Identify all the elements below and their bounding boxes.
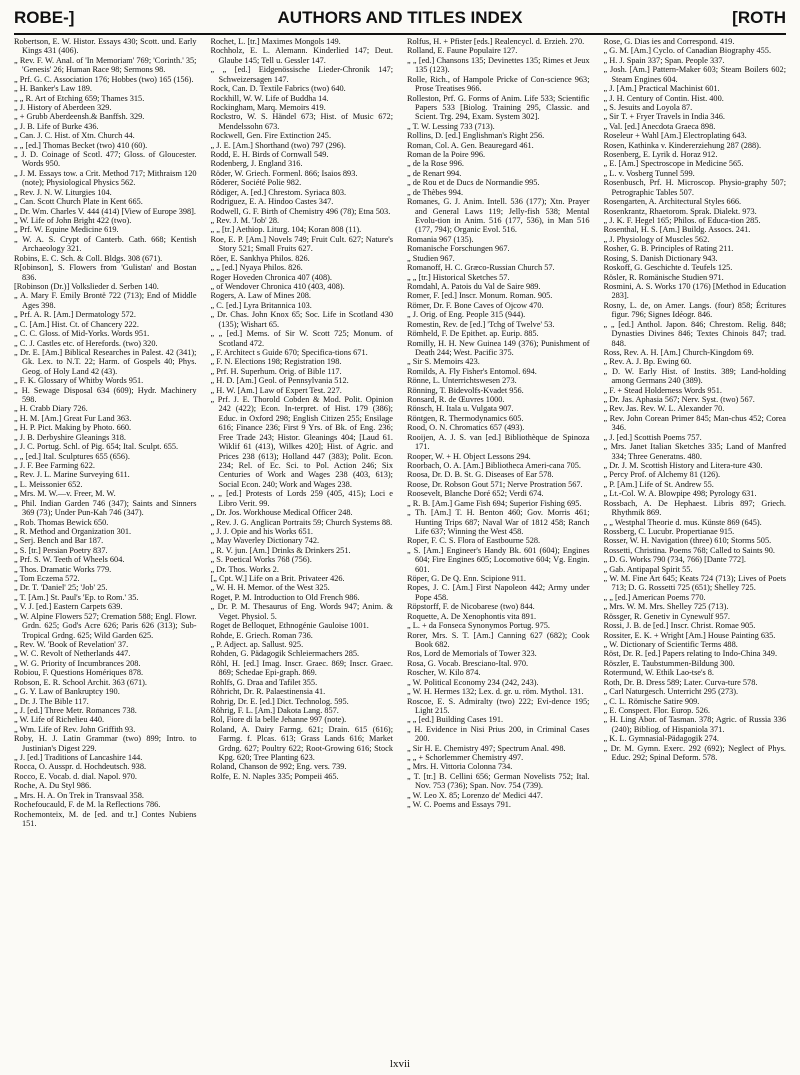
index-entry: „ J. E. [Am.] Shorthand (two) 797 (296). — [210, 140, 346, 150]
index-entry: Rodenberg, J. England 316. — [210, 159, 303, 169]
index-entry: „ J. C. Portug. Schl. of Pig. 654; Ital. Sculpt. 655. — [14, 442, 179, 452]
running-header — [14, 4, 786, 32]
index-entry: Rödiger, A. [ed.] Chrestom. Syriaca 803. — [210, 187, 347, 197]
index-entry: „ Rob. Thomas Bewick 650. — [14, 517, 109, 527]
index-entry: „ S. [Am.] Engineer's Handy Bk. 601 (604); Engines 604; Fire Engines 605; Locomotive 604; Vg. Engin. 601. — [407, 545, 590, 574]
index-entry: „ J. [ed.] Scottish Poems 757. — [603, 432, 702, 442]
index-entry: Rosa, G. Vocab. Bresciano-Ital. 970. — [407, 658, 529, 668]
index-entry: Röszler, E. Taubstummen-Bildung 300. — [603, 658, 735, 668]
index-entry: Robertson, E. W. Histor. Essays 430; Scott. und. Early Kings 431 (406). — [14, 37, 197, 56]
index-entry: „ T. W. Lessing 733 (713). — [407, 121, 495, 131]
index-entry: Röer, E. Sankhya Philos. 826. — [210, 253, 310, 263]
index-entry: „ T. [tr.] B. Cellini 656; German Novelists 752; Ital. Nov. 753 (736); Span. Nov. 754 (739). — [407, 771, 590, 791]
index-entry: „ H. Sewage Disposal 634 (609); Hydr. Machinery 598. — [14, 385, 197, 405]
index-entry: Rochefoucauld, F. de M. la Reflections 786. — [14, 800, 161, 810]
index-entry: „ Dr. Wm. Charles V. 444 (414) [View of Europe 398]. — [14, 206, 196, 216]
index-entry: „ F. Architect s Guide 670; Specifica-tions 671. — [210, 347, 368, 357]
index-entry: Rohde, E. Griech. Roman 736. — [210, 630, 313, 640]
index-entry: „ C. [Am.] Hist. Ct. of Chancery 222. — [14, 319, 139, 329]
index-entry: „ Rev. Jas. Rev. W. L. Alexander 70. — [603, 404, 725, 414]
index-entry: „ W. H. H. Memor. of the West 325. — [210, 583, 330, 593]
index-entry: „ + Grubb Aberdeensh.& Banffsh. 329. — [14, 112, 145, 122]
index-entry: Rodriguez, E. A. Hindoo Castes 347. — [210, 197, 334, 207]
index-entry: „ H. Ling Abor. of Tasman. 378; Agric. of Russia 336 (240); Bibliog. of Hispaniola 371. — [603, 715, 786, 734]
index-entry: Roget, P. M. Introduction to Old French 986. — [210, 592, 360, 602]
index-entry: „ H. Banker's Law 189. — [14, 84, 92, 94]
index-entry: „ J. H. Century of Contin. Hist. 400. — [603, 93, 724, 103]
index-entry: „ Sir H. E. Chemistry 497; Spectrum Anal. 498. — [407, 743, 566, 753]
index-entry: „ H. P. Pict. Making by Photo. 660. — [14, 423, 132, 433]
index-entry: „ W. M. Fine Art 645; Keats 724 (713); Lives of Poets 713; D. G. Rossetti 725 (651); Shelley 725. — [603, 574, 786, 593]
index-entry: Römheld, F. De Epithet. ap. Eurip. 885. — [407, 329, 539, 339]
index-entry: „ W. H. Hermes 132; Lex. d. gr. u. röm. Mythol. 131. — [407, 687, 584, 697]
header-rule — [14, 33, 786, 35]
index-entry: „ J. B. Derbyshire Gleanings 318. — [14, 432, 126, 442]
index-entry: „ W. C. Poems and Essays 791. — [407, 800, 511, 810]
index-entry: „ Prf. G. C. Association 176; Hobbes (two) 165 (156). — [14, 74, 194, 84]
index-entry: „ Serj. Bench and Bar 187. — [14, 536, 104, 546]
index-entry: Rolfe, E. N. Naples 335; Pompeii 465. — [210, 771, 339, 781]
index-entry: „ H. W. [Am.] Law of Expert Test. 227. — [210, 385, 342, 395]
index-entry: „ S. Jesuits and Loyola 87. — [603, 102, 693, 112]
index-entry: Roger Hoveden Chronica 407 (408). — [210, 272, 332, 282]
index-entry: Rooijen, A. J. S. van [ed.] Bibliothèque de Spinoza 171. — [407, 432, 590, 452]
index-entry: Roskoff, G. Geschichte d. Teufels 125. — [603, 263, 733, 273]
index-entry: Rosher, G. B. Principles of Rating 211. — [603, 244, 734, 254]
index-entry: „ W. G. Priority of Incumbrances 208. — [14, 658, 141, 668]
index-entry: „ Rev. J. N. W. Liturgies 104. — [14, 187, 112, 197]
index-entry: Ros, Lord de Memorials of Tower 323. — [407, 649, 537, 659]
index-entry: Romania 967 (135). — [407, 234, 474, 244]
index-entry: „ W. Political Economy 234 (242, 243). — [407, 677, 539, 687]
index-entry: „ „ [ed.] Mems. of Sir W. Scott 725; Monum. of Scotland 472. — [210, 329, 393, 348]
index-entry: Röhl, H. [ed.] Imag. Inscr. Graec. 869; Inscr. Graec. 869; Schedae Epi-graph. 869. — [210, 658, 393, 678]
index-entry: „ A. Mary F. Emily Brontë 722 (713); End of Middle Ages 398. — [14, 291, 197, 310]
index-entry: „ Studien 967. — [407, 253, 455, 263]
index-entry: R[obinson], S. Flowers from 'Gulistan' and Bostan 836. — [14, 263, 197, 282]
index-entry: „ L. + da Fonseca Synonymos Portug. 975. — [407, 621, 550, 631]
index-entry: „ de Thèbes 994. — [407, 187, 464, 197]
index-entry: „ Dr. P. M. Thesaurus of Eng. Words 947; Anim. & Veget. Physiol. 5. — [210, 602, 393, 621]
index-entry: „ Wm. Life of Rev. John Griffith 93. — [14, 724, 136, 734]
index-entry: Romanische Forschungen 967. — [407, 244, 510, 254]
index-entry: Roman, Col. A. Gen. Beauregard 461. — [407, 140, 534, 150]
index-entry: Roland, Chanson de 992; Eng. vers. 739. — [210, 762, 347, 772]
index-entry: „ J. Physiology of Muscles 562. — [603, 234, 710, 244]
index-entry: Rooper, W. + H. Object Lessons 294. — [407, 451, 531, 461]
index-entry: „ R. B. [Am.] Game Fish 694; Superior Fishing 695. — [407, 498, 582, 508]
index-entry: „ Val. [ed.] Anecdota Graeca 898. — [603, 121, 716, 131]
index-entry: „ S. [tr.] Persian Poetry 837. — [14, 545, 108, 555]
index-entry: Rossberg, C. Lucubr. Propertianae 915. — [603, 526, 735, 536]
index-entry: „ L. v. Vosberg Tunnel 599. — [603, 168, 695, 178]
index-entry: Rockwell, Gen. Fire Extinction 245. — [210, 131, 332, 141]
index-entry: Rosenthal, H. S. [Am.] Buildg. Assocs. 241. — [603, 225, 751, 235]
page-number: lxvii — [389, 1058, 411, 1070]
index-entry: [Robinson (Dr.)] Volkslieder d. Serben 140. — [14, 281, 159, 291]
index-entry: Rossbach, A. De Hephaest. Libris 897; Griech. Rhythmik 869. — [603, 498, 786, 518]
index-entry: „ Gab. Antipapal Spirit 55. — [603, 564, 693, 574]
index-entry: „ J. M. Essays tow. a Crit. Method 717; Mithraism 120 (note); Physiological Physics 562. — [14, 168, 197, 188]
index-entry: „ Mrs. H. A. On Trek in Transvaal 358. — [14, 790, 144, 800]
index-entry: Rocco, E. Vocab. d. dial. Napol. 970. — [14, 771, 137, 781]
index-entry: Rōderer, Société Polie 982. — [210, 178, 302, 188]
index-entry: Rodwell, G. F. Birth of Chemistry 496 (78); Etna 503. — [210, 206, 391, 216]
index-entry: „ E. Conspect. Flor. Europ. 526. — [603, 705, 710, 715]
index-entry: Roth, Dr. B. Dress 589; Later. Curva-ture 578. — [603, 677, 758, 687]
index-entry: „ Sir T. + Fryer Travels in India 346. — [603, 112, 725, 122]
index-entry: „ Rev. A. J. Bp. Ewing 60. — [603, 357, 692, 367]
index-entry: „ Sir S. Memoirs 423. — [407, 357, 480, 367]
index-entry: Rohden, G. Pädagogik Schleiermachers 285. — [210, 649, 360, 659]
index-entry: „ „ [ed.] Ital. Sculptures 655 (656). — [14, 451, 130, 461]
index-entry: Robins, E. C. Sch. & Coll. Bldgs. 308 (671). — [14, 253, 163, 263]
index-entry: „ Th. [Am.] T. H. Benton 460; Gov. Morris 461; Hunting Trips 687; Naval War of 1812 458; Ranch Life 637; Winning the West 458. — [407, 508, 590, 536]
index-entry: „ P. Adject. ap. Sallust. 925. — [210, 640, 304, 649]
index-entry: Romilly, H. H. New Guinea 149 (376); Punishment of Death 244; West. Pacific 375. — [407, 338, 590, 357]
index-entry: „ D. W. Early Hist. of Instits. 389; Land-holding among Germans 240 (389). — [603, 366, 786, 386]
index-entry: „ J. K. F. Hegel 165; Philos. of Educa-tion 285. — [603, 216, 761, 226]
index-entry: „ Can. J. C. Hist. of Xtn. Church 44. — [14, 131, 135, 141]
index-entry: „ Thos. Dramatic Works 779. — [14, 564, 112, 574]
index-entry: Rosmini, A. S. Works 170 (176) [Method in Education 283]. — [603, 281, 786, 301]
index-entry: Römer, Dr. F. Bone Caves of Ojcow 470. — [407, 300, 544, 310]
index-entry: „ J. F. Bee Farming 622. — [14, 460, 95, 470]
index-entry: Rorer, Mrs. S. T. [Am.] Canning 627 (682); Cook Book 682. — [407, 630, 590, 649]
index-columns — [14, 37, 786, 1055]
index-entry: „ C. L. Römische Satire 909. — [603, 696, 700, 706]
index-entry: Roquette, A. De Xenophontis vita 891. — [407, 611, 537, 621]
index-entry: Ross, Rev. A. H. [Am.] Church-Kingdom 69. — [603, 347, 754, 357]
index-entry: Rolfus, H. + Pfister [eds.] Realencycl. d. Erzieh. 270. — [407, 37, 585, 46]
index-entry: Rollins, D. [ed.] Englishman's Right 256. — [407, 131, 545, 141]
index-entry: „ K. L. Gymnasial-Pädagogik 274. — [603, 734, 719, 744]
index-entry: „ H. Evidence in Nisi Prius 200, in Criminal Cases 200. — [407, 724, 590, 744]
index-entry: Roose, Dr. Robson Gout 571; Nerve Prostration 567. — [407, 479, 583, 489]
index-entry: „ Rev. F. W. Anal. of 'In Memoriam' 769; 'Corinth.' 35; 'Genesis' 26; Human Race 98; Sermons 98. — [14, 55, 197, 75]
index-entry: „ F. + Stead Holderness Words 951. — [603, 385, 722, 395]
index-entry: „ Prf. H. Superhum. Orig. of Bible 117. — [210, 366, 342, 376]
index-entry: Rönsch, H. Itala u. Vulgata 907. — [407, 404, 514, 414]
index-entry: „ S. Poetical Works 768 (756). — [210, 555, 312, 565]
index-entry: Rol, Fiore di la belle Jehanne 997 (note). — [210, 715, 347, 725]
index-entry: „ Mrs. W. M. Mrs. Shelley 725 (713). — [603, 602, 729, 612]
index-entry: „ E. [Am.] Spectroscope in Medicine 565. — [603, 159, 744, 169]
index-entry: Rockhill, W. W. Life of Buddha 14. — [210, 93, 329, 103]
index-entry: Rosenkrantz, Rhaetorom. Sprak. Dialekt. 973. — [603, 206, 757, 216]
index-entry: „ D. G. Works 790 (734, 766) [Dante 772]. — [603, 555, 747, 565]
index-entry: „ Dr. Thos. Works 2. — [210, 564, 279, 574]
index-entry: „ „ [ed.] American Poems 770. — [603, 592, 706, 602]
index-entry: „ Rev. J. L. Marine Surveying 611. — [14, 470, 130, 480]
index-entry: Rosengarten, A. Architectural Styles 666. — [603, 197, 742, 207]
index-entry: Ropes, J. C. [Am.] First Napoleon 442; Army under Pope 458. — [407, 583, 590, 602]
index-entry: „ „ R. Art of Etching 659; Thames 315. — [14, 93, 145, 103]
index-column-2 — [211, 37, 394, 1055]
index-entry: Rood, O. N. Chromatics 657 (493). — [407, 423, 525, 433]
index-entry: „ „ [ed.] Building Cases 191. — [407, 715, 504, 725]
index-entry: „ Carl Naturgesch. Unterricht 295 (273). — [603, 687, 739, 697]
index-entry: „ H. D. [Am.] Geol. of Pennsylvania 512. — [210, 376, 349, 386]
index-entry: „ „ [ed.] Chansons 135; Devinettes 135; Rimes et Jeux 135 (123). — [407, 55, 590, 75]
index-entry: „ Dr. Jos. Workhouse Medical Officer 248. — [210, 508, 353, 518]
index-entry: „ G. Y. Law of Bankruptcy 190. — [14, 687, 120, 697]
index-entry: Röper, G. De Q. Enn. Scipione 911. — [407, 574, 526, 584]
index-entry: „ H. J. Spain 337; Span. People 337. — [603, 55, 725, 65]
index-entry: Rockingham, Marq. Memoirs 419. — [210, 102, 326, 112]
index-entry: „ „ [ed.] Thomas Becket (two) 410 (60). — [14, 140, 148, 150]
index-entry: Roosa, Dr. D. B. St. G. Diseases of Ear 578. — [407, 470, 554, 480]
index-entry: Rohlfs, G. Draa and Tafilet 355. — [210, 677, 318, 687]
index-entry: „ May Waverley Dictionary 742. — [210, 536, 320, 546]
index-entry: „ „ [ed.] Nyaya Philos. 826. — [210, 263, 303, 273]
index-entry: Roe, E. P. [Am.] Novels 749; Fruit Cult. 627; Nature's Story 521; Small Fruits 627. — [210, 234, 393, 254]
index-entry: „ J. B. Life of Burke 436. — [14, 121, 99, 131]
index-entry: „ J. [Am.] Practical Machinist 601. — [603, 84, 720, 94]
index-entry: Rosser, W. H. Navigation (three) 610; Storms 505. — [603, 536, 772, 546]
index-entry: „ Dr. Jas. Aphasia 567; Nerv. Syst. (two) 567. — [603, 395, 755, 405]
index-entry: Roosevelt, Blanche Doré 652; Verdi 674. — [407, 489, 544, 499]
index-entry: „ Prf. A. R. [Am.] Dermatology 572. — [14, 310, 136, 320]
index-entry: Röntgen, R. Thermodynamics 605. — [407, 413, 524, 423]
index-entry: Rolle, Rich., of Hampole Pricke of Con-science 963; Prose Treatises 966. — [407, 74, 590, 94]
index-entry: „ J. [ed.] Traditions of Lancashire 144. — [14, 753, 143, 763]
index-entry: Romdahl, A. Patois du Val de Saire 989. — [407, 281, 541, 291]
index-entry: „ J. D. Coinage of Scotl. 477; Gloss. of Gloucester. Words 950. — [14, 150, 197, 169]
index-entry: Rohrig, Dr. E. [ed.] Dict. Technolog. 595. — [210, 696, 349, 706]
index-entry: „ R. Method and Organization 301. — [14, 526, 132, 536]
index-entry: „ C. J. Castles etc. of Herefords. (two) 320. — [14, 338, 158, 348]
index-entry: Rochholz, E. L. Alemann. Kinderlied 147; Deut. Glaube 145; Tell u. Gessler 147. — [210, 46, 393, 65]
index-entry: „ Dr. E. [Am.] Biblical Researches in Palest. 42 (341); Gk. Lex. to N.T. 22; Harm. of Gospels 40; Phys. Geog. of Holy Land 42 (43). — [14, 347, 197, 376]
index-entry: „ C. C. Gloss. of Mid-Yorks. Words 951. — [14, 329, 150, 339]
index-entry: „ W. A. S. Crypt of Canterb. Cath. 668; Kentish Archaeology 321. — [14, 234, 197, 254]
index-entry: „ Can. Scott Church Plate in Kent 665. — [14, 197, 143, 207]
index-entry: Romilds, A. Fly Fisher's Entomol. 694. — [407, 366, 537, 376]
index-entry: „ Rev. John Corean Primer 845; Man-chus 452; Corea 346. — [603, 413, 786, 433]
index-entry: Rodd, E. H. Birds of Cornwall 549. — [210, 150, 329, 160]
index-entry: „ J. J. Opie and his Works 651. — [210, 526, 313, 536]
index-entry: „ Mrs. H. Vittoria Colonna 734. — [407, 762, 513, 772]
index-entry: Rochemonteix, M. de [ed. and tr.] Contes Nubiens 151. — [14, 809, 197, 829]
index-entry: Röder, W. Griech. Formenl. 866; Isaios 893. — [210, 168, 358, 178]
index-entry: „ J. History of Aberdeen 329. — [14, 102, 112, 112]
index-entry: „ Rev. J. G. Anglican Portraits 59; Church Systems 88. — [210, 517, 393, 527]
index-entry: „ R. V. jun. [Am.] Drinks & Drinkers 251. — [210, 545, 351, 555]
index-column-3 — [407, 37, 590, 1055]
index-entry: „ V. J. [ed.] Eastern Carpets 639. — [14, 602, 123, 612]
index-entry: Röhrig, F. L. [Am.] Dakota Lang. 857. — [210, 705, 339, 715]
index-entry: „ Mrs. M. W.—v. Freer, M. W. — [14, 489, 116, 499]
index-entry: Rose, G. Dias ies and Correspond. 419. — [603, 37, 735, 46]
index-entry: „ G. M. [Am.] Cyclo. of Canadian Biography 455. — [603, 46, 772, 56]
index-entry: Romanoff, H. C. Græco-Russian Church 57. — [407, 263, 555, 273]
index-entry: „ „ Westphal Theorie d. mus. Künste 869 (645). — [603, 517, 762, 527]
index-entry: „ Dr. Chas. John Knox 65; Soc. Life in Scotland 430 (135); Wishart 65. — [210, 310, 393, 329]
index-entry: Rösler, R. Romänische Studien 971. — [603, 272, 724, 282]
index-entry: Rochet, L. [tr.] Maximes Mongols 149. — [210, 37, 341, 46]
index-entry: Rosing, S. Danish Dictionary 943. — [603, 253, 718, 263]
index-entry: „ „ [ed.] Protests of Lords 259 (405, 415); Loci e Libro Verit. 99. — [210, 489, 393, 508]
index-entry: „ Dr. J. The Bible 117. — [14, 696, 89, 706]
index-entry: Roland, A. Dairy Farmg. 621; Drain. 615 (616); Farmg. f. Plcas. 613; Grass Lands 616; Market Grdng. 627; Poultry 622; Root-Growing 616; Stock Kpg. 620; Tree Planting 623. — [210, 724, 393, 763]
index-entry: Roman de la Poire 996. — [407, 150, 486, 160]
index-entry: Rossi, J. B. de [ed.] Inscr. Christ. Romae 905. — [603, 621, 756, 631]
index-entry: Rosenbusch, Prf. H. Microscop. Physio-graphy 507; Petrographic Tables 507. — [603, 178, 786, 197]
index-entry: „ P. [Am.] Life of St. Andrew 55. — [603, 479, 714, 489]
index-entry: „ Dr. M. Gymn. Exerc. 292 (692); Neglect of Phys. Educ. 292; Spinal Deform. 578. — [603, 743, 786, 763]
index-entry: Ronsard, R. de Œuvres 1000. — [407, 395, 505, 405]
index-entry: Roscoe, E. S. Admiralty (two) 222; Evi-dence 195; Light 215. — [407, 696, 590, 715]
index-entry: Rönning, T. Bidevolfs-Kvadet 956. — [407, 385, 524, 395]
index-entry: „ de Renart 994. — [407, 168, 462, 178]
index-entry: Rossiter, E. K. + Wright [Am.] House Painting 635. — [603, 630, 776, 640]
index-entry: Rotermund, W. Ethik Lao-tse's 8. — [603, 668, 714, 678]
index-entry: „ L. Meissonier 652. — [14, 479, 83, 489]
index-entry: Rockstro, W. S. Händel 673; Hist. of Music 672; Mendelssohn 673. — [210, 112, 393, 131]
index-entry: „ Rev. W. 'Book of Revelation' 37. — [14, 640, 129, 649]
header-left-guideword: ROBE-] — [14, 8, 75, 27]
index-entry: „ W. Life of Richelieu 440. — [14, 715, 105, 725]
index-entry: „ H. M. [Am.] Great Fur Land 363. — [14, 413, 132, 423]
index-entry: „ W. Life of John Bright 422 (two). — [14, 216, 132, 226]
index-entry: „ W. Alpine Flowers 527; Cremation 588; Engl. Flowr. Grdn. 625; God's Acre 626; Paris 626 (313); Sub-Tropical Grdng. 625; Wild Garden 625. — [14, 611, 197, 640]
index-entry: Robiou, F. Questions Homériques 878. — [14, 668, 144, 678]
index-entry: „ „ + Schorlemmer Chemistry 497. — [407, 753, 524, 763]
index-entry: Rocca, O. Ausspr. d. Hochdeutsch. 938. — [14, 762, 147, 772]
index-entry: Roorbach, O. A. [Am.] Bibliotheca Ameri-cana 705. — [407, 460, 581, 470]
index-entry: „ Dr. T. 'Daniel' 25; 'Job' 25. — [14, 583, 108, 593]
index-entry: „ J. [ed.] Three Metr. Romances 738. — [14, 705, 137, 715]
index-entry: „ Rev. J. M. 'Job' 28. — [210, 216, 280, 226]
index-entry: „ Prf. W. Equine Medicine 619. — [14, 225, 119, 235]
index-entry: „ C. [ed.] Lyra Britannica 103. — [210, 300, 312, 310]
index-entry: Roche, A. Du Styl 986. — [14, 781, 92, 791]
index-column-1 — [14, 37, 197, 1055]
index-entry: Rossetti, Christina. Poems 768; Called to Saints 90. — [603, 545, 775, 555]
index-entry: „ „ [ed.] Anthol. Japon. 846; Chrestom. Relig. 848; Dynasties Divines 846; Textes Chinois 847; trad. 848. — [603, 319, 786, 348]
index-entry: Rosny, L. de, on Amer. Langs. (four) 858; Écritures figur. 796; Signes Idéogr. 846. — [603, 300, 786, 320]
index-entry: „ of Wendover Chronica 410 (403, 408). — [210, 281, 345, 291]
index-entry: Rössger, R. Genetiv in Cynewulf 957. — [603, 611, 730, 621]
index-entry: Rock, Can. D. Textile Fabrics (two) 640. — [210, 84, 346, 94]
index-entry: Romer, F. [ed.] Inscr. Monum. Roman. 905. — [407, 291, 553, 301]
index-entry: Roget de Belloquet, Ethnogénie Gauloise 1001. — [210, 621, 369, 631]
index-entry: Röst, Dr. R. [ed.] Papers relating to Indo-China 349. — [603, 649, 778, 659]
header-title: AUTHORS AND TITLES INDEX — [277, 8, 523, 27]
index-entry: „ Percy Prof. of Alchemy 81 (126). — [603, 470, 721, 480]
index-entry: „ W. Leo X. 85; Lorenzo de' Medici 447. — [407, 790, 543, 800]
index-entry: „ „ [tr.] Aethiop. Liturg. 104; Koran 808 (11). — [210, 225, 362, 235]
index-entry: Roby, H. J. Latin Grammar (two) 899; Intro. to Justinian's Digest 229. — [14, 734, 197, 753]
index-entry: Roper, F. C. S. Flora of Eastbourne 528. — [407, 536, 541, 546]
index-entry: „ „ [ed.] Eidgenössische Lieder-Chronik 147; Schweizersagen 147. — [210, 65, 393, 84]
index-entry: „ Prf. S. W. Teeth of Wheels 604. — [14, 555, 125, 565]
index-entry: Rönne, L. Unterrichtswesen 273. — [407, 376, 517, 386]
index-entry: „ F. K. Glossary of Whitby Words 951. — [14, 376, 144, 386]
index-entry: Röhricht, Dr. R. Palaestinensia 41. — [210, 687, 326, 697]
index-entry: „ Phil. Indian Garden 746 (347); Saints and Sinners 369 (73); Under Pun-Kah 746 (347). — [14, 498, 197, 518]
index-entry: „ T. [Am.] St. Paul's 'Ep. to Rom.' 35. — [14, 592, 139, 602]
index-entry: Robson, E. R. School Archit. 363 (671). — [14, 677, 147, 687]
index-entry: „ Tom Eczema 572. — [14, 574, 80, 584]
index-entry: „ W. C. Revolt of Netherlands 447. — [14, 649, 131, 659]
index-entry: „ Mrs. Janet Italian Sketches 335; Land of Manfred 334; Three Generatns. 480. — [603, 442, 786, 461]
index-column-4 — [604, 37, 787, 1055]
index-entry: Roscher, W. Kilo 874. — [407, 668, 481, 678]
index-entry: Rosenberg, E. Lyrik d. Horaz 912. — [603, 150, 718, 160]
index-entry: „ W. Dictionary of Scientific Terms 488. — [603, 640, 738, 649]
index-entry: [„ Cpt. W.] Life on a Brit. Privateer 426. — [210, 574, 345, 584]
index-entry: „ de la Rose 996. — [407, 159, 464, 169]
index-entry: „ H. Crabb Diary 726. — [14, 404, 88, 414]
index-entry: „ Dr. J. M. Scottish History and Litera-ture 430. — [603, 460, 763, 470]
index-entry: „ de Rou et de Ducs de Normandie 995. — [407, 178, 540, 188]
index-entry: Rolleston, Prf. G. Forms of Anim. Life 533; Scientific Papers 533 [Biolog. Training 295, Classic. and Scient. Trg. 294, Exam. System 302]. — [407, 93, 590, 122]
index-entry: Rolland, E. Faune Populaire 127. — [407, 46, 518, 56]
index-entry: Romanes, G. J. Anim. Intell. 536 (177); Xtn. Prayer and General Laws 119; Jelly-fish 538; Mental Evolu-tion in Anim. 516 (177, 536), in Man 516 (177, 794); Organic Evol. 516. — [407, 197, 590, 235]
index-entry: „ J. Orig. of Eng. People 315 (944). — [407, 310, 526, 320]
index-entry: „ „ [tr.] Historical Sketches 57. — [407, 272, 510, 282]
index-entry: „ Lt.-Col. W. A. Blowpipe 498; Pyrology 631. — [603, 489, 757, 499]
index-entry: Roseleur + Wahl [Am.] Electroplating 643. — [603, 131, 747, 141]
index-entry: Romestin, Rev. de [ed.] 'Tchg of Twelve' 53. — [407, 319, 555, 329]
index-entry: Rosen, Kathinka v. Kindererziehung 287 (288). — [603, 140, 762, 150]
index-entry: „ Prf. J. E. Thorold Cobden & Mod. Polit. Opinion 242 (422); Econ. In-terpret. of Hist. 179 (386); Educ. in Oxford 298; English Citizen 255; Ensilage 616; Finance 236; First 9 Yrs. of Bk. of Eng. 236; Free Trade 243; Histor. Gleanings 404; [Laud 61. Wiklif 61 (413), Wilkes 420]; Hist. of Agric. and Prices 238 (613); Holland 447 (383); Polit. Econ. 234; Rel. of Ec. Sci. to Pol. Action 246; Six Centuries of Work and Wages 238 (403, 613); Social Econ. 240; Work and Wages 238. — [210, 395, 393, 489]
index-entry: „ Josh. [Am.] Pattern-Maker 603; Steam Boilers 602; Steam Engines 604. — [603, 65, 786, 84]
index-entry: Rogers, A. Law of Mines 208. — [210, 291, 311, 301]
header-right-guideword: [ROTH — [732, 8, 786, 27]
index-entry: „ F. N. Elections 198; Registration 198. — [210, 357, 342, 367]
index-entry: Röpstorff, F. de Nicobarese (two) 844. — [407, 602, 535, 612]
